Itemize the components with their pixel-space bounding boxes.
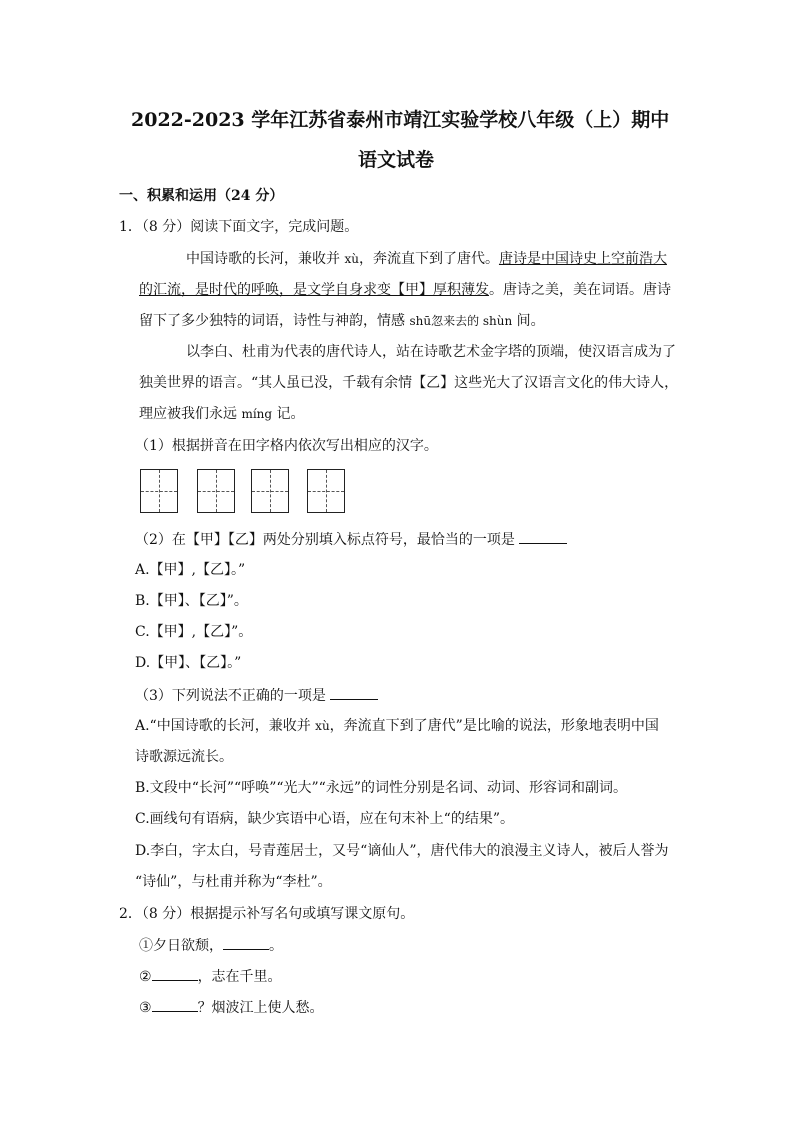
option-d: D.【甲】、【乙】。” bbox=[135, 655, 242, 671]
sub3-option-a-line-2: 诗歌源远流长。 bbox=[135, 749, 233, 765]
pinyin-shun: shùn bbox=[482, 314, 513, 328]
underlined-sentence: 唐诗是中国诗史上空前浩大 bbox=[498, 251, 667, 267]
passage-text: 中国诗歌的长河，兼收并 bbox=[186, 251, 345, 267]
passage-text: 理应被我们永远 bbox=[139, 406, 242, 422]
passage-p2-line-1: 以李白、杜甫为代表的唐代诗人，站在诗歌艺术金字塔的顶端，使汉语言成为了 bbox=[186, 344, 676, 360]
page-title-line-2: 语文试卷 bbox=[358, 149, 435, 171]
pinyin-ming: míng bbox=[241, 407, 273, 421]
fill-suffix: 。 bbox=[269, 938, 283, 954]
sub-question-2-text: （2）在【甲】【乙】两处分别填入标点符号，最恰当的一项是 bbox=[135, 532, 520, 548]
tianzige-box-3[interactable] bbox=[251, 469, 289, 513]
sub3-option-d-line-2: “诗仙”，与杜甫并称为“李杜”。 bbox=[135, 874, 332, 890]
fill-prefix: ② bbox=[139, 969, 152, 985]
passage-p1-line-3 bbox=[139, 311, 545, 331]
sub3-option-a-line-1 bbox=[135, 716, 659, 736]
sub-question-3-text: （3）下列说法不正确的一项是 bbox=[135, 688, 331, 704]
question-1-stem: 1．（8 分）阅读下面文字，完成问题。 bbox=[119, 219, 359, 235]
passage-text: 留下了多少独特的词语，诗性与神韵，情感 bbox=[139, 313, 410, 329]
passage-text: 。唐诗之美，美在词语。唐诗 bbox=[489, 282, 671, 298]
answer-blank[interactable] bbox=[519, 529, 567, 544]
fill-item-2 bbox=[139, 966, 282, 987]
answer-blank[interactable] bbox=[223, 935, 269, 950]
answer-blank[interactable] bbox=[152, 966, 198, 981]
tianzige-box-2[interactable] bbox=[197, 469, 235, 513]
pinyin-xu: xù bbox=[344, 252, 359, 266]
passage-text: ，奔流直下到了唐代。 bbox=[358, 251, 499, 267]
fill-prefix: ③ bbox=[139, 1000, 152, 1016]
passage-p2-line-2: 独美世界的语言。“其人虽已没，千载有余情【乙】这些光大了汉语言文化的伟大诗人， bbox=[139, 375, 679, 391]
sub3-option-c: C.画线句有语病，缺少宾语中心语，应在句末补上“的结果”。 bbox=[135, 811, 514, 827]
pinyin-xu: xù bbox=[315, 719, 330, 733]
passage-text: 间。 bbox=[512, 313, 545, 329]
sub3-option-d-line-1: D.李白，字太白，号青莲居士，又号“谪仙人”，唐代伟大的浪漫主义诗人，被后人誉为 bbox=[135, 843, 669, 859]
sub3-option-b: B.文段中“长河”“呼唤”“光大”“永远”的词性分别是名词、动词、形容词和副词。 bbox=[135, 780, 627, 796]
tianzige-box-4[interactable] bbox=[307, 469, 345, 513]
option-text: A.“中国诗歌的长河，兼收并 bbox=[135, 718, 316, 734]
fill-prefix: ①夕日欲颓， bbox=[139, 938, 223, 954]
fill-suffix: ，志在千里。 bbox=[197, 969, 282, 985]
option-b: B.【甲】、【乙】”。 bbox=[135, 593, 248, 609]
page-title-line-1: 2022-2023 学年江苏省泰州市靖江实验学校八年级（上）期中 bbox=[131, 109, 670, 131]
fill-item-1 bbox=[139, 935, 283, 956]
fill-suffix: ？烟波江上使人愁。 bbox=[197, 1000, 324, 1016]
sub-question-3 bbox=[135, 685, 378, 706]
answer-blank[interactable] bbox=[330, 685, 378, 700]
tianzige-box-1[interactable] bbox=[140, 469, 178, 513]
sub-question-1: （1）根据拼音在田字格内依次写出相应的汉字。 bbox=[135, 438, 438, 454]
option-c: C.【甲】,【乙】”。 bbox=[135, 624, 253, 640]
answer-blank[interactable] bbox=[152, 997, 198, 1012]
option-a: A.【甲】,【乙】。” bbox=[135, 562, 246, 578]
fill-item-3 bbox=[139, 997, 324, 1018]
sub-question-2 bbox=[135, 529, 567, 550]
option-text: ，奔流直下到了唐代”是比喻的说法，形象地表明中国 bbox=[329, 718, 659, 734]
section-heading: 一、积累和运用（24 分） bbox=[119, 188, 284, 204]
passage-p1-line-2 bbox=[139, 280, 671, 300]
pinyin-shu: shū忽来去的 bbox=[409, 314, 483, 328]
passage-p1-line-1 bbox=[186, 249, 667, 269]
passage-text: 记。 bbox=[272, 406, 305, 422]
underlined-sentence: 的汇流，是时代的呼唤，是文学自身求变【甲】厚积薄发 bbox=[139, 282, 489, 298]
passage-p2-line-3 bbox=[139, 404, 305, 424]
question-2-stem: 2．（8 分）根据提示补写名句或填写课文原句。 bbox=[119, 906, 415, 922]
